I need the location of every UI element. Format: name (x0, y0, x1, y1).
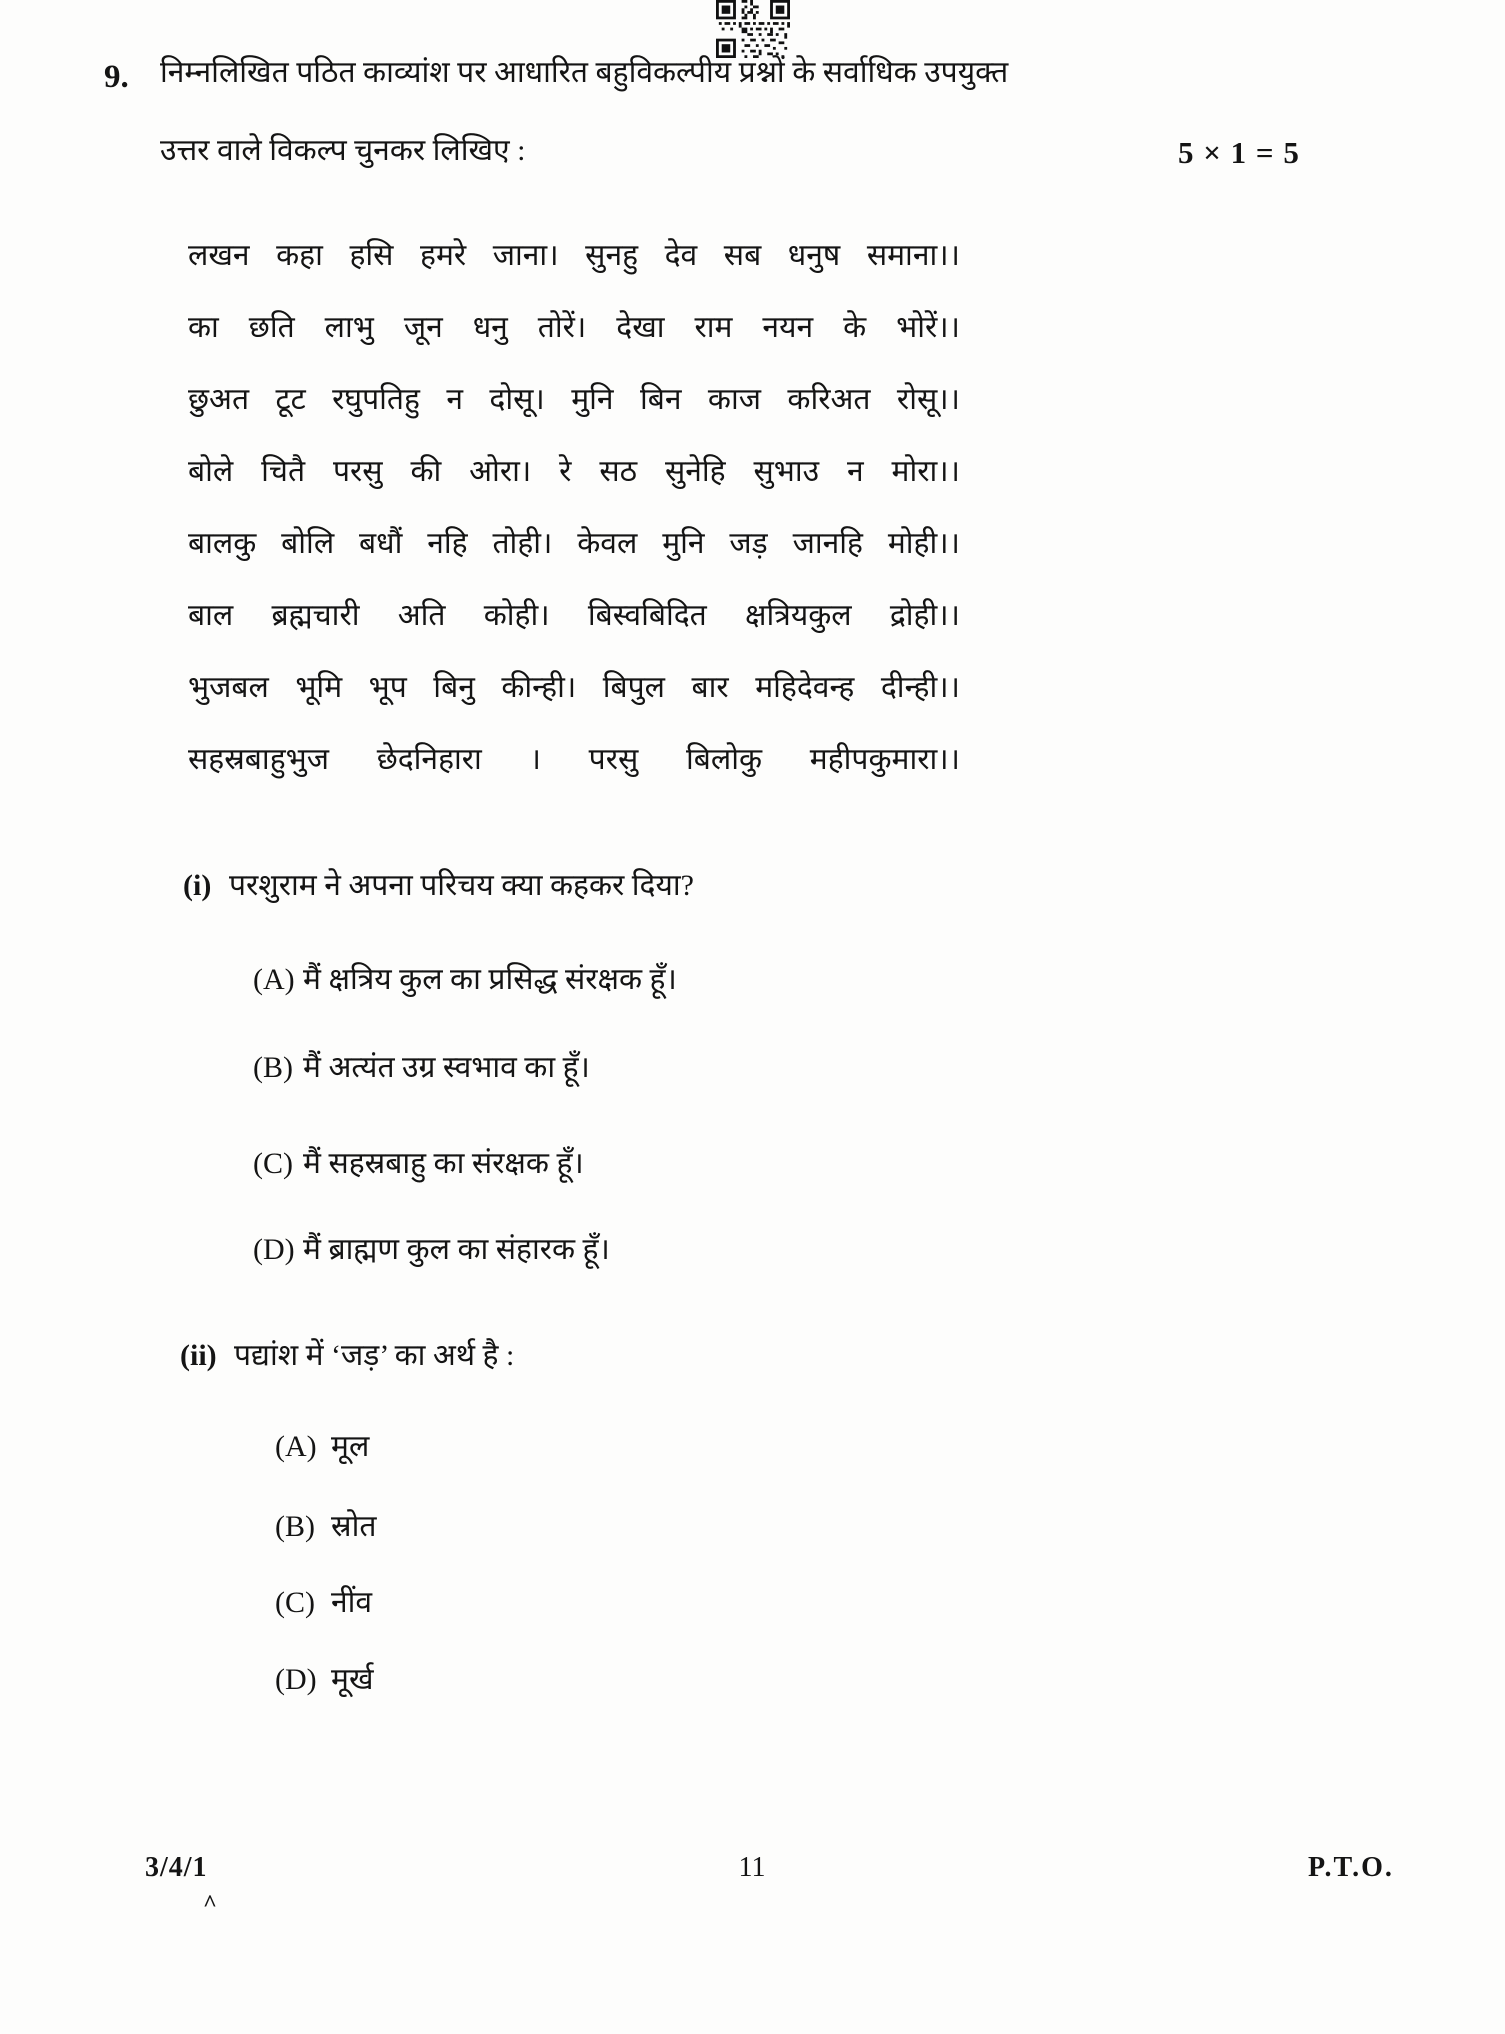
poem-passage (188, 220, 960, 796)
pto-label: P.T.O. (1308, 1852, 1394, 1883)
option-ii-a-text: मूल (331, 1430, 370, 1463)
poem-line-6: बाल ब्रह्मचारी अति कोही। बिस्वबिदित क्षत्रियकुल द्रोही।। (188, 599, 960, 632)
poem-line-7: भुजबल भूमि भूप बिनु कीन्ही। बिपुल बार महिदेवन्ह दीन्ही।। (188, 671, 960, 704)
option-ii-c-text: नींव (331, 1586, 373, 1619)
option-i-a-text: मैं क्षत्रिय कुल का प्रसिद्ध संरक्षक हूँ। (303, 963, 677, 996)
instruction-line-2: उत्तर वाले विकल्प चुनकर लिखिए : (160, 134, 526, 167)
qr-code-icon (716, 0, 790, 58)
option-i-c-text: मैं सहस्रबाहु का संरक्षक हूँ। (303, 1147, 584, 1180)
option-i-d-label: (D) (253, 1233, 295, 1266)
sub-question-i-label: (i) (183, 869, 212, 902)
option-ii-c (275, 1583, 372, 1622)
sub-question-i (183, 866, 694, 905)
poem-line-8: सहस्रबाहुभुज छेदनिहारा । परसु बिलोकु महीपकुमारा।। (188, 743, 960, 776)
option-i-c (253, 1144, 584, 1183)
option-ii-a (275, 1427, 369, 1466)
poem-line-4: बोले चितै परसु की ओरा। रे सठ सुनेहि सुभाउ न मोरा।। (188, 455, 960, 488)
marks-value: 5 × 1 = 5 (1178, 135, 1300, 170)
option-ii-d (275, 1660, 373, 1699)
poem-line-5: बालकु बोलि बधौं नहि तोही। केवल मुनि जड़ जानहि मोही।। (188, 527, 960, 560)
poem-line-1: लखन कहा हसि हमरे जाना। सुनहु देव सब धनुष समाना।। (188, 239, 960, 272)
option-i-d-text: मैं ब्राह्मण कुल का संहारक हूँ। (303, 1233, 610, 1266)
sub-question-i-text: परशुराम ने अपना परिचय क्या कहकर दिया? (229, 869, 694, 902)
question-number: 9. (104, 59, 129, 95)
option-ii-b (275, 1507, 376, 1546)
option-i-b (253, 1048, 590, 1087)
option-i-c-label: (C) (253, 1147, 293, 1180)
option-ii-a-label: (A) (275, 1430, 317, 1463)
option-i-a-label: (A) (253, 963, 295, 996)
option-i-d (253, 1230, 610, 1269)
sub-question-ii-label: (ii) (180, 1339, 217, 1372)
option-i-b-text: मैं अत्यंत उग्र स्वभाव का हूँ। (303, 1051, 590, 1084)
sub-question-ii-text: पद्यांश में ‘जड़’ का अर्थ है : (234, 1339, 515, 1372)
poem-line-2: का छति लाभु जून धनु तोरें। देखा राम नयन के भोरें।। (188, 311, 960, 344)
option-ii-b-text: स्रोत (331, 1510, 377, 1543)
option-ii-c-label: (C) (275, 1586, 315, 1619)
option-ii-b-label: (B) (275, 1510, 315, 1543)
caret-mark: ^ (203, 1891, 217, 1917)
page-number: 11 (738, 1852, 766, 1883)
option-i-a (253, 960, 677, 999)
option-ii-d-label: (D) (275, 1663, 317, 1696)
option-i-b-label: (B) (253, 1051, 293, 1084)
poem-line-3: छुअत टूट रघुपतिहु न दोसू। मुनि बिन काज करिअत रोसू।। (188, 383, 960, 416)
sub-question-ii (180, 1336, 514, 1375)
option-ii-d-text: मूर्ख (331, 1663, 374, 1696)
instruction-line-1: निम्नलिखित पठित काव्यांश पर आधारित बहुविकल्पीय प्रश्नों के सर्वाधिक उपयुक्त (160, 56, 1009, 89)
paper-code: 3/4/1 (145, 1852, 208, 1883)
